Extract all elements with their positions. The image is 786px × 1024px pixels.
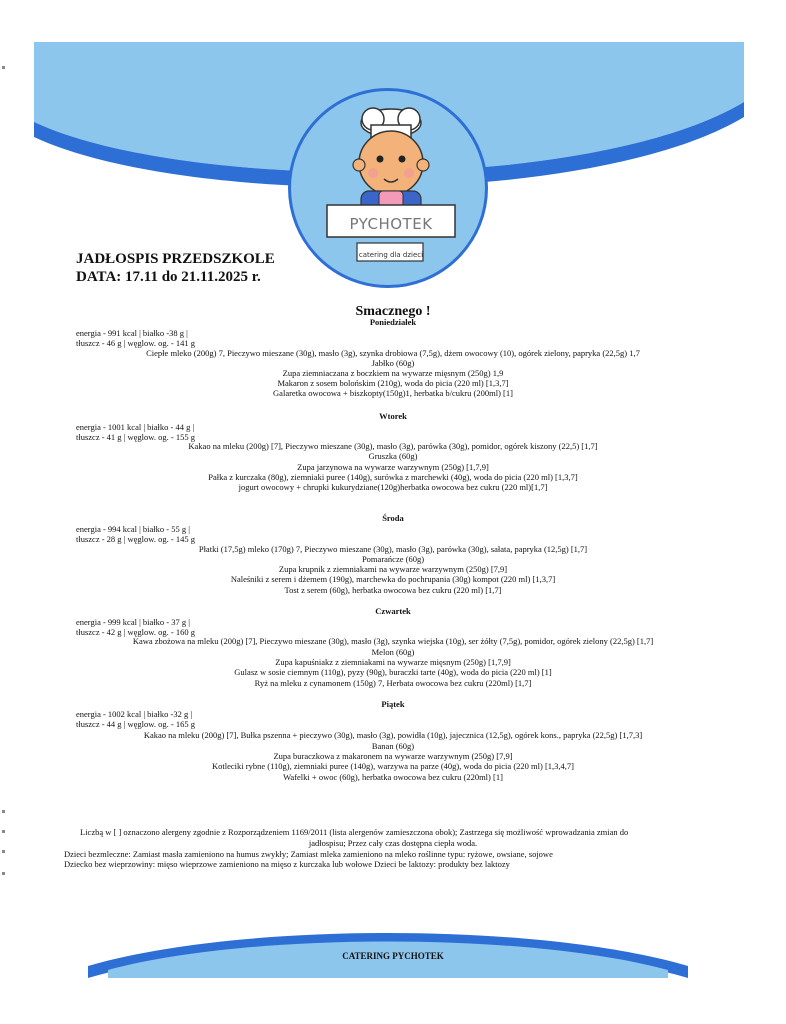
meal-friday-1: Kakao na mleku (200g) [7], Bułka pszenna + pieczywo (30g), masło (3g), powidła (10g), jajecznica (12,5g), ogórek kons., papryka (22,5g) [1,7,3] [143, 730, 643, 740]
meal-friday-3: Zupa buraczkowa z makaronem na wywarze warzywnym (250g) [7,9] [273, 751, 513, 761]
meal-wednesday-2: Pomarańcze (60g) [361, 554, 425, 564]
energy-monday: energia - 991 kcal | białko -38 g | [76, 328, 188, 338]
meal-monday-4: Makaron z sosem bolońskim (210g), woda do picia (220 ml) [1,3,7] [277, 378, 509, 388]
fat-tuesday: tłuszcz - 41 g | węglow. og. - 155 g [76, 432, 195, 442]
energy-tuesday: energia - 1001 kcal | białko - 44 g | [76, 422, 195, 432]
meal-tuesday-5: jogurt owocowy + chrupki kukurydziane(120g)herbatka owocowa bez cukru (220 ml)[1,7] [238, 482, 548, 492]
meal-tuesday-2: Gruszka (60g) [368, 451, 418, 461]
fat-wednesday: tłuszcz - 28 g | węglow. og. - 145 g [76, 534, 195, 544]
meal-monday-3: Zupa ziemniaczana z boczkiem na wywarze mięsnym (250g) 1,9 [282, 368, 504, 378]
fat-friday: tłuszcz - 44 g | węglow. og. - 165 g [76, 719, 195, 729]
greeting: Smacznego ! [355, 304, 431, 319]
logo-tagline: catering dla dzieci [358, 251, 424, 259]
edge-mark [2, 66, 5, 69]
edge-mark [2, 850, 5, 853]
pork-free-note: Dziecko bez wieprzowiny: mięso wieprzowe zamieniono na mięso z kurczaka lub wołowe Dzieci be laktozy: produkty bez laktozy [64, 859, 510, 869]
menu-date: DATA: 17.11 do 21.11.2025 r. [76, 269, 261, 285]
day-title-wednesday: Środa [382, 513, 404, 523]
meal-thursday-3: Zupa kapuśniakz z ziemniakami na wywarze mięsnym (250g) [1,7,9] [275, 657, 511, 667]
logo-name: PYCHOTEK [349, 215, 433, 233]
menu-title: JADŁOSPIS PRZEDSZKOLE [76, 251, 275, 267]
meal-tuesday-4: Pałka z kurczaka (80g), ziemniaki puree (140g), surówka z marchewki (40g), woda do picia (220 ml) [1,3,7] [208, 472, 578, 482]
edge-mark [2, 810, 5, 813]
edge-mark [2, 872, 5, 875]
logo-badge [288, 88, 488, 288]
energy-wednesday: energia - 994 kcal | białko - 55 g | [76, 524, 190, 534]
fat-monday: tłuszcz - 46 g | węglow. og. - 141 g [76, 338, 195, 348]
meal-wednesday-5: Tost z serem (60g), herbatka owocowa bez cukru (220 ml) [1,7] [284, 585, 502, 595]
day-title-monday: Poniedziałek [369, 317, 417, 327]
meal-monday-1: Ciepłe mleko (200g) 7, Pieczywo mieszane (30g), masło (3g), szynka drobiowa (7,5g), dżem owocowy (10), ogórek zielony, papryka (22,5g) 1,7 [146, 348, 640, 358]
meal-thursday-4: Gulasz w sosie ciemnym (110g), pyzy (90g), buraczki tarte (40g), woda do picia (220 ml) [1] [234, 667, 552, 677]
meal-thursday-5: Ryż na mleku z cynamonem (150g) 7, Herbata owocowa bez cukru (220ml) [1,7] [254, 678, 532, 688]
meal-thursday-1: Kawa zbożowa na mleku (200g) [7], Pieczywo mieszane (30g), masło (3g), szynka wiejska (10g), ser żółty (7,5g), pomidor, ogórek zielony (22,5g) [1,7] [132, 636, 654, 646]
energy-thursday: energia - 999 kcal | białko - 37 g | [76, 617, 190, 627]
meal-tuesday-1: Kakao na mleku (200g) [7], Pieczywo mieszane (30g), masło (3g), parówka (30g), pomidor, ogórek kiszony (22,5) [1,7] [188, 441, 598, 451]
dairy-free-note: Dzieci bezmleczne: Zamiast masła zamieniono na humus zwykły; Zamiast mleka zamieniono na mleko roślinne typu: ryżowe, owsiane, sojowe [64, 849, 553, 859]
meal-wednesday-4: Naleśniki z serem i dżemem (190g), marchewka do pochrupania (30g) kompot (220 ml) [1,3,7] [230, 574, 556, 584]
meal-friday-2: Banan (60g) [371, 741, 415, 751]
meal-friday-5: Wafelki + owoc (60g), herbatka owocowa bez cukru (220ml) [1] [283, 772, 503, 782]
meal-monday-5: Galaretka owocowa + biszkopty(150g)1, herbatka b/cukru (200ml) [1] [273, 388, 513, 398]
meal-wednesday-3: Zupa krupnik z ziemniakami na wywarze warzywnym (250g) [7,9] [278, 564, 508, 574]
fat-thursday: tłuszcz - 42 g | węglow. og. - 160 g [76, 627, 195, 637]
meal-monday-2: Jabłko (60g) [371, 358, 415, 368]
meal-wednesday-1: Płatki (17,5g) mleko (170g) 7, Pieczywo mieszane (30g), masło (3g), parówka (30g), sałata, papryka (12,5g) [1,7] [198, 544, 588, 554]
meal-thursday-2: Melon (60g) [371, 647, 415, 657]
footer-label: CATERING PYCHOTEK [342, 951, 444, 961]
day-title-tuesday: Wtorek [379, 411, 407, 421]
edge-mark [2, 830, 5, 833]
day-title-thursday: Czwartek [375, 606, 411, 616]
energy-friday: energia - 1002 kcal | białko -32 g | [76, 709, 193, 719]
allergens-note-line2: jadłospisu; Przez cały czas dostępna ciepła woda. [308, 838, 478, 848]
meal-tuesday-3: Zupa jarzynowa na wywarze warzywnym (250g) [1,7,9] [297, 462, 489, 472]
allergens-note-line1: Liczbą w [ ] oznaczono alergeny zgodnie z Rozporządzeniem 1169/2011 (lista alergenów zamieszczona obok); Zastrzega się możliwość wprowadzania zmian do [80, 827, 629, 837]
meal-friday-4: Kotleciki rybne (110g), ziemniaki puree (140g), warzywa na parze (40g), woda do picia (220 ml) [1,3,4,7] [212, 761, 574, 771]
title-block [76, 250, 275, 286]
day-title-friday: Piątek [381, 699, 405, 709]
